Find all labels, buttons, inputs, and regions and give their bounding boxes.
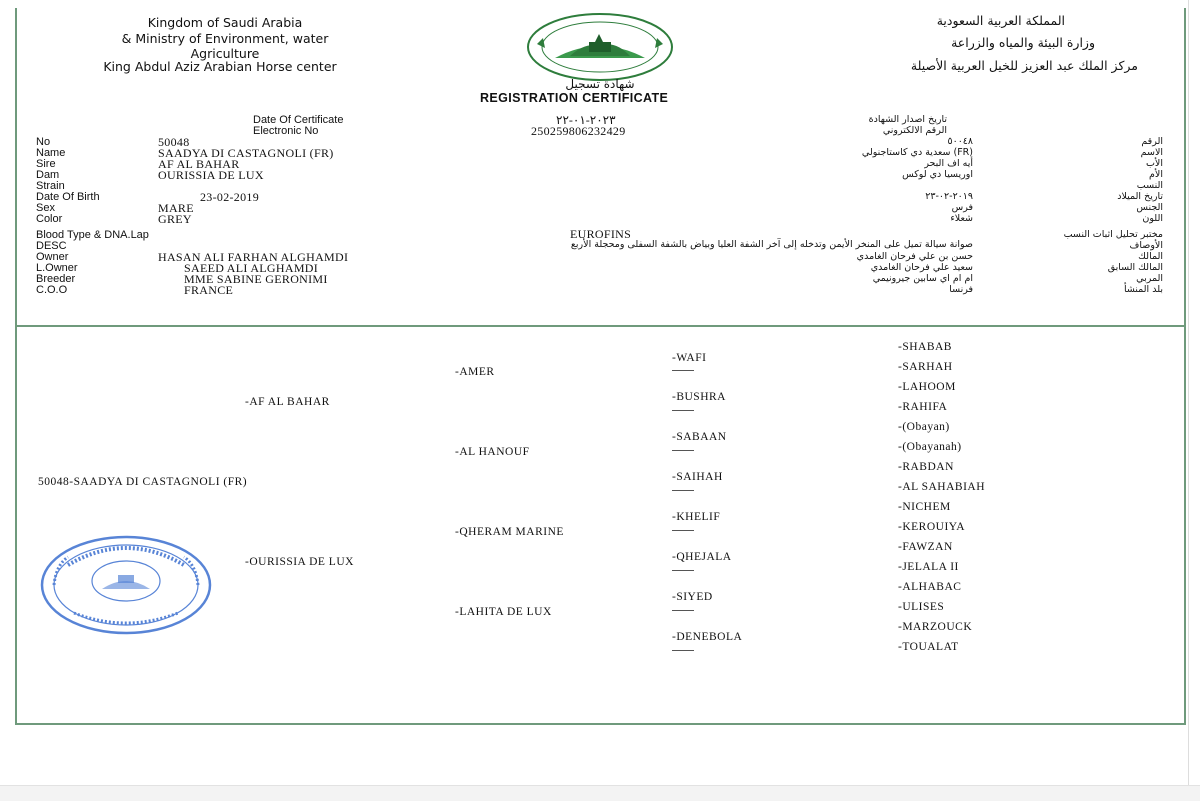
date-of-certificate-label-ar: تاريخ اصدار الشهادة: [868, 114, 947, 125]
no-value-ar: ٥٠٠٤٨: [947, 136, 973, 147]
date-of-certificate-value: ٢٠٢٣-٠١-٢٢: [556, 113, 616, 127]
sire-label: Sire: [36, 158, 56, 170]
kaahc-emblem-logo: [525, 12, 675, 82]
header-en-block: [60, 15, 390, 62]
header-en-line-3: Agriculture: [190, 46, 260, 61]
strain-label-ar: النسب: [1136, 180, 1163, 191]
name-label-ar: الاسم: [1140, 147, 1163, 158]
registry-stamp-seal: [40, 535, 212, 635]
pedigree-gen4-7: -RABDAN: [898, 461, 954, 473]
frame-right-line: [1184, 8, 1186, 725]
blood-type-value: EUROFINS: [570, 227, 632, 241]
separator-dash: [672, 450, 694, 451]
pedigree-gen3-2: -BUSHRA: [672, 391, 726, 403]
separator-dash: [672, 370, 694, 371]
owner-value: HASAN ALI FARHAN ALGHAMDI: [158, 250, 349, 264]
pedigree-gen2-2: -AL HANOUF: [455, 446, 530, 458]
dob-label-ar: تاريخ الميلاد: [1117, 191, 1163, 202]
pedigree-gen4-11: -FAWZAN: [898, 541, 953, 553]
sire-value: AF AL BAHAR: [158, 157, 240, 171]
sex-label-ar: الجنس: [1136, 202, 1163, 213]
coo-label-ar: بلد المنشأ: [1123, 284, 1163, 295]
pedigree-gen3-5: -KHELIF: [672, 511, 721, 523]
pedigree-gen3-1: -WAFI: [672, 352, 707, 364]
sex-value: MARE: [158, 201, 194, 215]
pedigree-dam: -OURISSIA DE LUX: [245, 556, 354, 568]
dob-value-ar: ٢٠١٩-٠٢-٢٣: [925, 191, 973, 202]
pedigree-subject: 50048-SAADYA DI CASTAGNOLI (FR): [38, 476, 248, 488]
blood-type-label-ar: مختبر تحليل اثبات النسب: [1063, 229, 1163, 240]
separator-dash: [672, 650, 694, 651]
header-ar-center: مركز الملك عبد العزيز للخيل العربية الأصيلة: [910, 58, 1138, 73]
pedigree-gen4-15: -MARZOUCK: [898, 621, 973, 633]
pedigree-gen4-12: -JELALA II: [898, 561, 959, 573]
color-label: Color: [36, 213, 63, 225]
electronic-no-label-ar: الرقم الالكتروني: [882, 125, 947, 136]
pedigree-gen4-16: -TOUALAT: [898, 641, 959, 653]
breeder-label: Breeder: [36, 273, 76, 285]
desc-label: DESC: [36, 240, 67, 252]
breeder-value: MME SABINE GERONIMI: [184, 272, 328, 286]
name-value: SAADYA DI CASTAGNOLI (FR): [158, 146, 334, 160]
frame-left-line: [15, 8, 17, 725]
pedigree-gen4-5: -(Obayan): [898, 421, 950, 433]
pedigree-gen3-4: -SAIHAH: [672, 471, 723, 483]
certificate-title: REGISTRATION CERTIFICATE: [480, 91, 669, 105]
dob-value: 23-02-2019: [200, 190, 259, 204]
dam-value-ar: اوريسيا دي لوكس: [902, 169, 973, 180]
lowner-value: SAEED ALI ALGHAMDI: [184, 261, 319, 275]
name-value-ar: (FR) سعدية دي كاستاجنولي: [861, 147, 973, 158]
desc-label-ar: الأوصاف: [1129, 240, 1163, 251]
breeder-value-ar: ام ام اي سابين جيرونيمي: [872, 273, 973, 284]
breeder-label-ar: المربي: [1136, 273, 1163, 284]
no-value: 50048: [158, 135, 190, 149]
pedigree-gen2-3: -QHERAM MARINE: [455, 526, 564, 538]
title-ar: شهادة تسجيل: [565, 77, 635, 91]
pedigree-gen4-2: -SARHAH: [898, 361, 953, 373]
coo-label: C.O.O: [36, 284, 68, 296]
separator-dash: [672, 410, 694, 411]
pedigree-gen4-8: -AL SAHABIAH: [898, 481, 986, 493]
name-label: Name: [36, 147, 66, 159]
lowner-label: L.Owner: [36, 262, 78, 274]
frame-divider-line: [15, 325, 1186, 327]
color-label-ar: اللون: [1142, 213, 1163, 224]
pedigree-gen2-4: -LAHITA DE LUX: [455, 606, 552, 618]
pedigree-gen4-4: -RAHIFA: [898, 401, 948, 413]
separator-dash: [672, 570, 694, 571]
pedigree-gen3-8: -DENEBOLA: [672, 631, 743, 643]
desc-value-ar: صوانة سيالة تميل على المنخر الأيمن وتدخله إلى آخر الشفة العليا وبياض بالشفة السفلى ومحجلة الأربع: [570, 239, 973, 250]
pedigree-gen3-3: -SABAAN: [672, 431, 727, 443]
lowner-label-ar: المالك السابق: [1107, 262, 1163, 273]
sex-label: Sex: [36, 202, 55, 214]
separator-dash: [672, 490, 694, 491]
lowner-value-ar: سعيد علي فرحان الغامدي: [870, 262, 973, 273]
owner-value-ar: حسن بن علي فرحان الغامدي: [856, 251, 973, 262]
color-value: GREY: [158, 212, 192, 226]
pedigree-gen4-13: -ALHABAC: [898, 581, 962, 593]
pedigree-sire: -AF AL BAHAR: [245, 396, 330, 408]
date-of-certificate-label: Date Of Certificate: [253, 114, 344, 126]
electronic-no-value: 250259806232429: [531, 124, 626, 138]
header-en-line-2: & Ministry of Environment, water: [121, 30, 329, 46]
page-edge-right: [1188, 0, 1189, 800]
no-label-ar: الرقم: [1141, 136, 1163, 147]
sire-label-ar: الأب: [1145, 158, 1163, 169]
pedigree-gen3-7: -SIYED: [672, 591, 713, 603]
sire-value-ar: أيه اف البحر: [924, 158, 973, 169]
pedigree-gen3-6: -QHEJALA: [672, 551, 732, 563]
header-en-line-1: Kingdom of Saudi Arabia: [147, 15, 303, 30]
dob-label: Date Of Birth: [36, 191, 100, 203]
pedigree-gen4-9: -NICHEM: [898, 501, 951, 513]
pedigree-gen4-10: -KEROUIYA: [898, 521, 966, 533]
pedigree-gen4-6: -(Obayanah): [898, 441, 962, 453]
sex-value-ar: فرس: [951, 202, 973, 213]
pedigree-gen4-1: -SHABAB: [898, 341, 952, 353]
electronic-no-label: Electronic No: [253, 125, 319, 137]
coo-value: FRANCE: [184, 283, 234, 297]
header-ar-kingdom: المملكة العربية السعودية: [936, 13, 1065, 28]
dam-value: OURISSIA DE LUX: [158, 168, 264, 182]
dam-label-ar: الأم: [1149, 169, 1163, 180]
no-label: No: [36, 136, 51, 148]
blood-type-label: Blood Type & DNA.Lap: [36, 229, 149, 241]
separator-dash: [672, 530, 694, 531]
dam-label: Dam: [36, 169, 60, 181]
coo-value-ar: فرنسا: [949, 284, 973, 295]
pedigree-gen2-1: -AMER: [455, 366, 495, 378]
header-en-center: King Abdul Aziz Arabian Horse center: [103, 59, 337, 74]
pedigree-gen4-3: -LAHOOM: [898, 381, 956, 393]
strain-label: Strain: [36, 180, 65, 192]
owner-label-ar: المالك: [1138, 251, 1163, 262]
color-value-ar: شعلاء: [950, 213, 973, 224]
frame-bottom-line: [15, 723, 1186, 725]
separator-dash: [672, 610, 694, 611]
page-edge-bottom: [0, 785, 1200, 801]
header-ar-ministry: وزارة البيئة والمياه والزراعة: [951, 35, 1095, 50]
pedigree-gen4-14: -ULISES: [898, 601, 945, 613]
owner-label: Owner: [36, 251, 69, 263]
